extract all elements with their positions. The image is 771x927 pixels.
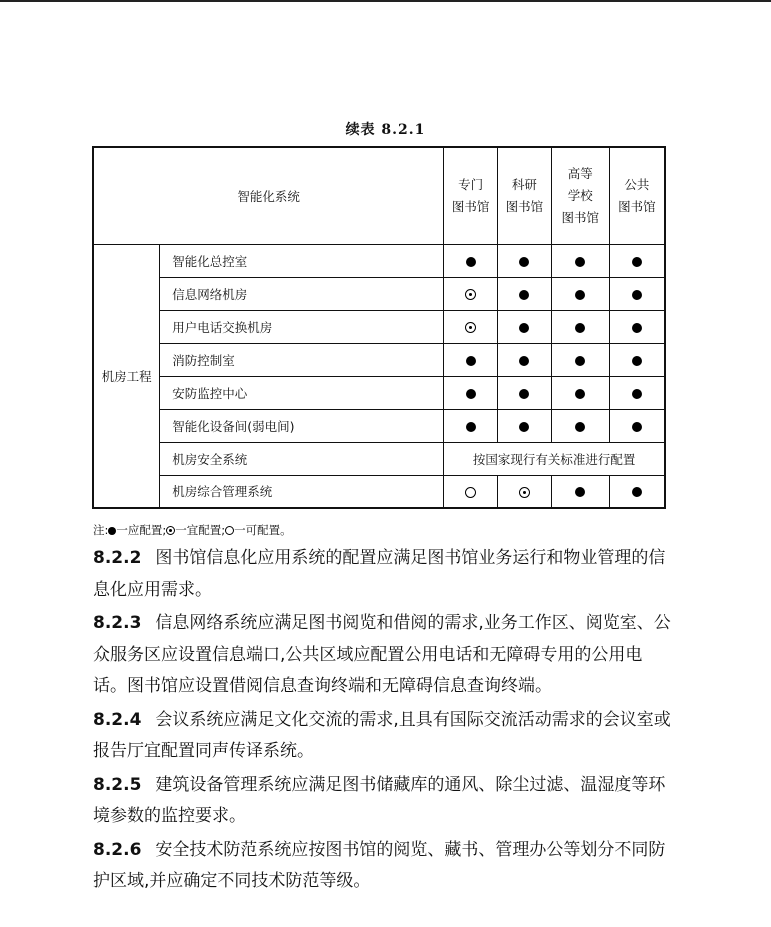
full-dot-icon [632,257,642,267]
row-label: 智能化设备间(弱电间) [160,409,444,442]
dot-circle-icon [465,289,476,300]
full-dot-icon [466,389,476,399]
full-dot-icon [575,257,585,267]
mark-cell [609,475,665,508]
paragraph: 8.2.3 信息网络系统应满足图书阅览和借阅的需求,业务工作区、阅览室、公众服务区应设置信息端口,公共区域应配置公用电话和无障碍专用的公用电话。图书馆应设置借阅信息查询终端和无障碍信息查询终端。 [93,613,671,696]
mark-cell [498,343,552,376]
full-dot-icon [575,389,585,399]
table-row [93,475,665,508]
table-row [93,277,665,310]
full-dot-icon [575,356,585,366]
note-prefix: 注: [93,523,109,537]
mark-cell [609,343,665,376]
paragraph: 8.2.4 会议系统应满足文化交流的需求,且具有国际交流活动需求的会议室或报告厅宜配置同声传译系统。 [93,709,671,761]
mark-cell [551,475,609,508]
mark-cell [444,475,498,508]
full-dot-icon [519,356,529,366]
mark-cell [444,244,498,277]
full-dot-icon [575,487,585,497]
table-caption: 续表 8.2.1 [345,122,426,138]
mark-cell [498,277,552,310]
row-label: 用户电话交换机房 [160,310,444,343]
header-system: 智能化系统 [93,147,444,244]
header-col-4: 公共 图书馆 [609,147,665,244]
mark-cell [444,277,498,310]
header-col-2: 科研 图书馆 [498,147,552,244]
page-top-rule [0,0,771,2]
full-dot-icon [632,356,642,366]
mark-cell [498,475,552,508]
mark-cell [498,310,552,343]
mark-cell [609,310,665,343]
mark-cell [551,376,609,409]
dot-circle-icon [519,487,530,498]
full-dot-icon [466,422,476,432]
full-dot-icon [575,323,585,333]
mark-cell [444,409,498,442]
full-dot-icon [519,422,529,432]
full-dot-icon [632,290,642,300]
table-row [93,343,665,376]
table-header-row [93,147,665,244]
full-dot-icon [519,323,529,333]
table-row [93,310,665,343]
full-dot-icon [632,487,642,497]
mark-cell [609,409,665,442]
paragraph: 8.2.5 建筑设备管理系统应满足图书储藏库的通风、除尘过滤、温湿度等环境参数的监控要求。 [93,774,666,826]
full-dot-icon [632,422,642,432]
header-col-3: 高等 学校 图书馆 [551,147,609,244]
note-circle: 一可配置。 [234,523,292,537]
mark-cell [609,376,665,409]
dot-circle-icon [166,526,175,535]
config-table [92,146,666,509]
mark-cell [498,244,552,277]
full-dot-icon [632,323,642,333]
full-dot-icon [519,389,529,399]
dot-circle-icon [465,322,476,333]
note-full: 一应配置; [116,523,167,537]
full-dot-icon [519,257,529,267]
full-dot-icon [575,290,585,300]
table-row [93,442,665,475]
header-col-1: 专门 图书馆 [444,147,498,244]
table-note [93,522,292,538]
full-dot-icon [466,257,476,267]
full-dot-icon [575,422,585,432]
mark-cell [444,376,498,409]
full-dot-icon [466,356,476,366]
mark-cell [551,343,609,376]
mark-cell [498,376,552,409]
table-body [93,244,665,508]
group-label: 机房工程 [93,244,160,508]
full-dot-icon [632,389,642,399]
empty-circle-icon [225,526,234,535]
mark-cell [551,244,609,277]
row-label: 智能化总控室 [160,244,444,277]
row-label: 机房安全系统 [160,442,444,475]
mark-cell [444,343,498,376]
empty-circle-icon [465,487,476,498]
row-label: 信息网络机房 [160,277,444,310]
row-label: 消防控制室 [160,343,444,376]
table-row [93,376,665,409]
row-label: 机房综合管理系统 [160,475,444,508]
table-row [93,244,665,277]
paragraph: 8.2.6 安全技术防范系统应按图书馆的阅览、藏书、管理办公等划分不同防护区域,并应确定不同技术防范等级。 [93,839,666,891]
row-label: 安防监控中心 [160,376,444,409]
body-text [93,543,673,900]
mark-cell [551,310,609,343]
span-note: 按国家现行有关标准进行配置 [444,442,665,475]
mark-cell [551,409,609,442]
mark-cell [609,277,665,310]
mark-cell [609,244,665,277]
table-row [93,409,665,442]
full-dot-icon [519,290,529,300]
mark-cell [498,409,552,442]
mark-cell [551,277,609,310]
mark-cell [444,310,498,343]
paragraph: 8.2.2 图书馆信息化应用系统的配置应满足图书馆业务运行和物业管理的信息化应用需求。 [93,548,666,600]
note-dotcircle: 一宜配置; [175,523,226,537]
